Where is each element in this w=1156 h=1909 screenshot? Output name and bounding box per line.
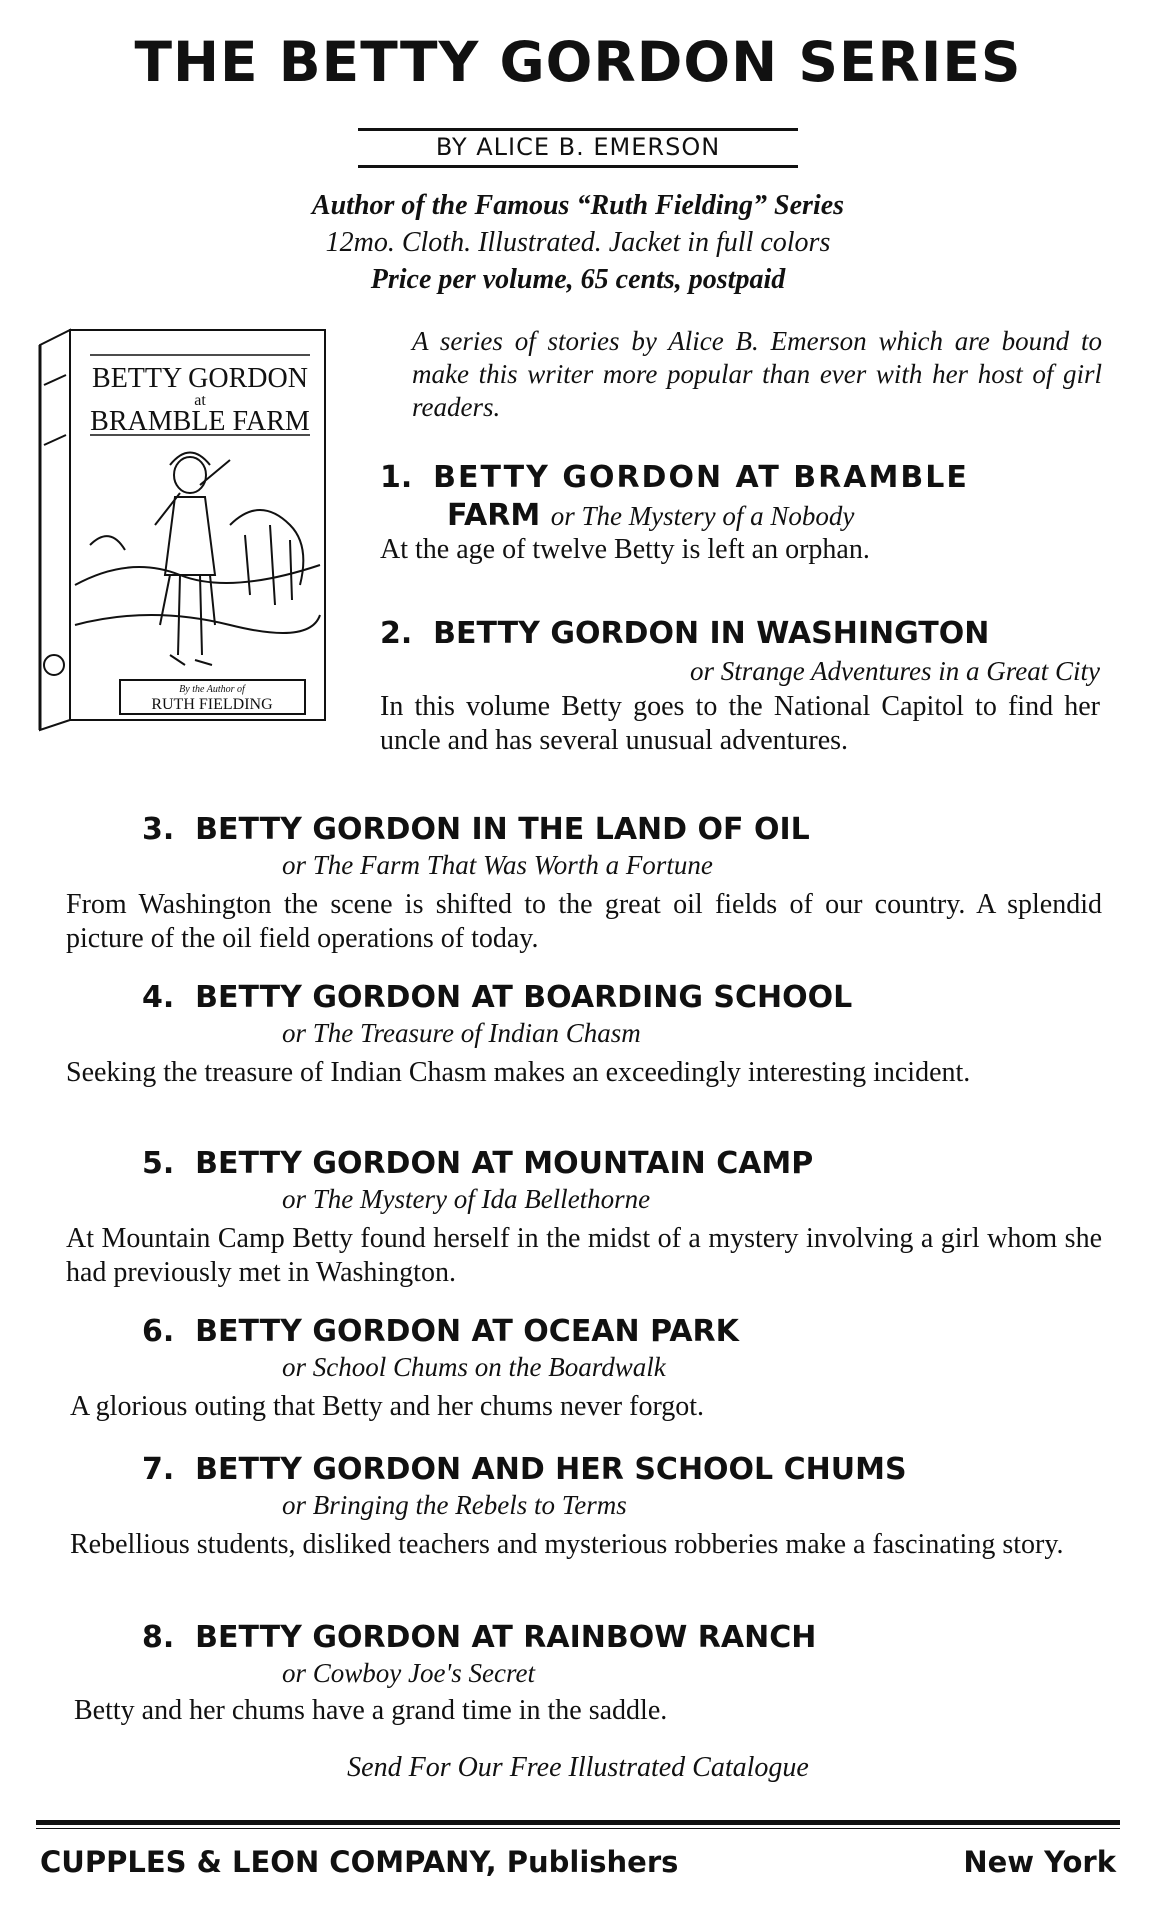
entry-2-title: [380, 616, 989, 651]
footer-rule: [36, 1820, 1120, 1825]
entry-6-title-text: BETTY GORDON AT OCEAN PARK: [195, 1314, 739, 1349]
entry-6-title: [142, 1314, 739, 1349]
footer-rule-thin: [36, 1828, 1120, 1829]
author-note: Author of the Famous “Ruth Fielding” Series: [311, 190, 845, 221]
series-intro: A series of stories by Alice B. Emerson which are bound to make this writer more popular than ever with her host of girl readers.: [412, 326, 1102, 422]
entry-8-number: 8.: [142, 1620, 175, 1655]
cover-byline-name: RUTH FIELDING: [151, 696, 273, 713]
entry-5-description: At Mountain Camp Betty found herself in the midst of a mystery involving a girl whom she had previously met in Washington.: [66, 1223, 1102, 1288]
entry-1-title-text: BETTY GORDON AT BRAMBLE: [433, 460, 969, 495]
entry-4-subtitle: or The Treasure of Indian Chasm: [282, 1018, 641, 1048]
entry-5-subtitle: or The Mystery of Ida Bellethorne: [282, 1184, 651, 1214]
entry-5-title-text: BETTY GORDON AT MOUNTAIN CAMP: [195, 1146, 814, 1181]
entry-3-title-text: BETTY GORDON IN THE LAND OF OIL: [195, 812, 810, 847]
entry-6-subtitle: or School Chums on the Boardwalk: [282, 1352, 666, 1382]
cover-title-line2: at: [194, 392, 206, 409]
entry-8-description: Betty and her chums have a grand time in the saddle.: [74, 1695, 668, 1726]
entry-1-number: 1.: [380, 460, 413, 495]
entry-8-title-text: BETTY GORDON AT RAINBOW RANCH: [195, 1620, 817, 1655]
cover-title-line1: BETTY GORDON: [92, 363, 308, 394]
price-line: Price per volume, 65 cents, postpaid: [370, 264, 786, 295]
entry-7-description: Rebellious students, disliked teachers and mysterious robberies make a fascinating story.: [70, 1529, 1064, 1560]
entry-4-description: Seeking the treasure of Indian Chasm makes an exceedingly interesting incident.: [66, 1057, 971, 1088]
entry-8-title: [142, 1620, 816, 1655]
entry-8-subtitle: or Cowboy Joe's Secret: [282, 1658, 535, 1688]
entry-1-description: At the age of twelve Betty is left an orphan.: [380, 534, 870, 565]
publisher-city: New York: [963, 1845, 1116, 1879]
entry-2-number: 2.: [380, 616, 413, 651]
entry-1-title-cont: [447, 498, 854, 533]
cover-title-line3: BRAMBLE FARM: [90, 406, 310, 437]
byline: BY ALICE B. EMERSON: [358, 128, 798, 168]
entry-7-title: [142, 1452, 907, 1487]
entry-3-description: From Washington the scene is shifted to the great oil fields of our country. A splendid picture of the oil field operations of today.: [66, 889, 1102, 954]
entry-3-subtitle: or The Farm That Was Worth a Fortune: [282, 850, 713, 880]
entry-2-title-text: BETTY GORDON IN WASHINGTON: [433, 616, 990, 651]
entry-2-description: In this volume Betty goes to the National Capitol to find her uncle and has several unusual adventures.: [380, 691, 1100, 756]
cover-byline-small: By the Author of: [179, 684, 245, 695]
entry-3-title: [142, 812, 810, 847]
entry-7-number: 7.: [142, 1452, 175, 1487]
format-line: 12mo. Cloth. Illustrated. Jacket in full colors: [325, 227, 831, 258]
entry-6-number: 6.: [142, 1314, 175, 1349]
entry-4-number: 4.: [142, 980, 175, 1015]
entry-2-subtitle: or Strange Adventures in a Great City: [690, 656, 1100, 686]
entry-4-title-text: BETTY GORDON AT BOARDING SCHOOL: [195, 980, 853, 1015]
entry-1-title-cont-text: FARM: [447, 498, 541, 533]
entry-6-description: A glorious outing that Betty and her chums never forgot.: [70, 1391, 705, 1422]
entry-1-subtitle: or The Mystery of a Nobody: [550, 501, 855, 531]
entry-5-number: 5.: [142, 1146, 175, 1181]
entry-7-title-text: BETTY GORDON AND HER SCHOOL CHUMS: [195, 1452, 907, 1487]
publisher-name: CUPPLES & LEON COMPANY, Publishers: [40, 1845, 679, 1879]
entry-5-title: [142, 1146, 813, 1181]
page-title: THE BETTY GORDON SERIES: [134, 30, 1022, 94]
catalogue-note: Send For Our Free Illustrated Catalogue: [347, 1752, 809, 1783]
entry-7-subtitle: or Bringing the Rebels to Terms: [282, 1490, 627, 1520]
book-cover-illustration: [30, 325, 330, 735]
entry-1-title: [380, 460, 969, 495]
entry-3-number: 3.: [142, 812, 175, 847]
entry-4-title: [142, 980, 852, 1015]
